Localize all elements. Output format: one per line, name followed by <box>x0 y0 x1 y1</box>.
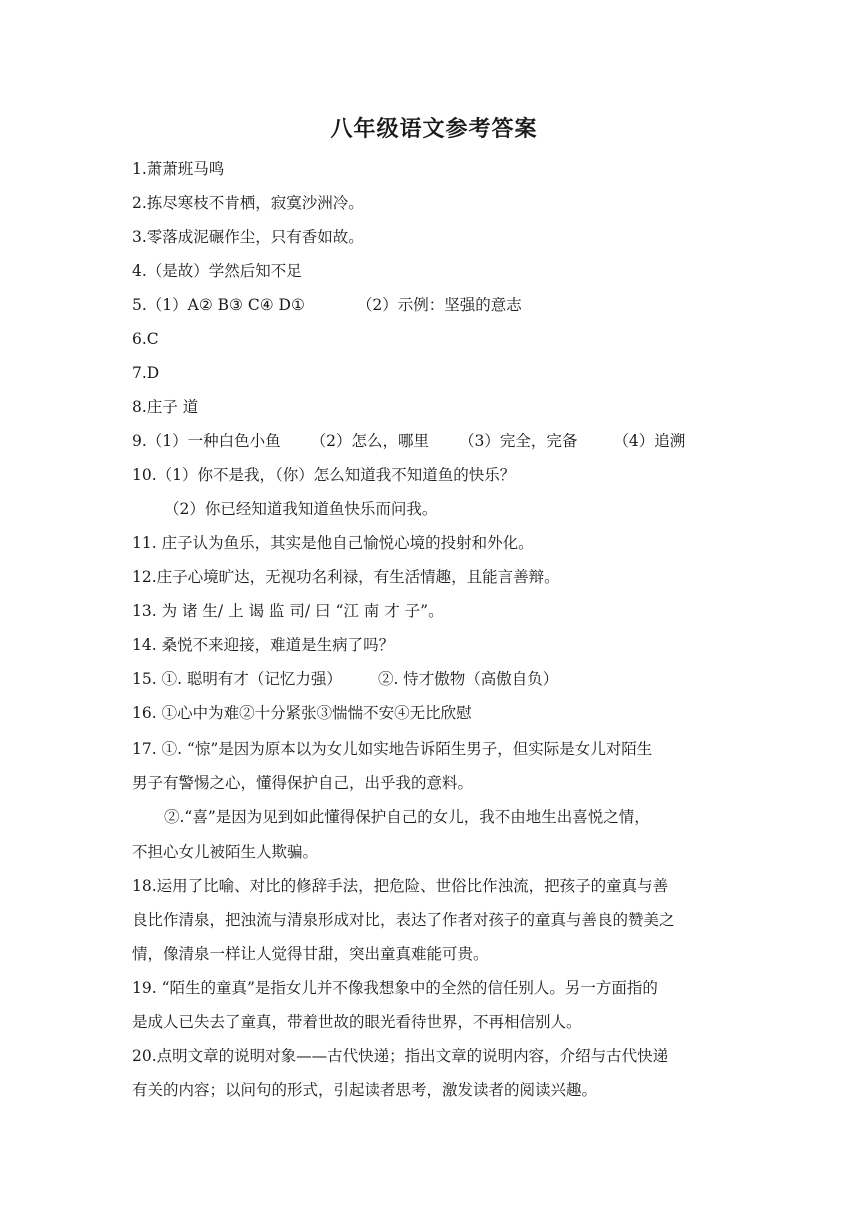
answer-10-line-2: （2）你已经知道我知道鱼快乐而问我。 <box>164 500 438 518</box>
answer-18-line-1: 18.运用了比喻、对比的修辞手法，把危险、世俗比作浊流，把孩子的童真与善 <box>132 877 669 895</box>
answer-15-part-1: 15. ①. 聪明有才（记忆力强） <box>132 670 342 688</box>
answer-8: 8.庄子 道 <box>132 398 199 416</box>
answer-2: 2.拣尽寒枝不肯栖，寂寞沙洲冷。 <box>132 194 364 212</box>
answer-19-line-1: 19. “陌生的童真”是指女儿并不像我想象中的全然的信任别人。另一方面指的 <box>132 979 658 997</box>
answer-7: 7.D <box>132 364 160 382</box>
answer-9-part-1: 9.（1）一种白色小鱼 <box>132 432 281 450</box>
answer-9-part-2: （2）怎么，哪里 <box>310 432 430 450</box>
answer-15 <box>132 667 558 691</box>
answer-6: 6.C <box>132 330 159 348</box>
answer-1: 1.萧萧班马鸣 <box>132 160 225 178</box>
answer-9-part-3: （3）完全，完备 <box>459 432 578 450</box>
answer-5-part-2: （2）示例：坚强的意志 <box>356 296 522 314</box>
answer-20-line-1: 20.点明文章的说明对象——古代快递；指出文章的说明内容，介绍与古代快递 <box>132 1047 669 1065</box>
answer-20-line-2: 有关的内容；以问句的形式，引起读者思考，激发读者的阅读兴趣。 <box>132 1081 598 1099</box>
answer-17-line-1: 17. ①. “惊”是因为原本以为女儿如实地告诉陌生男子，但实际是女儿对陌生 <box>132 740 653 758</box>
answer-19-line-2: 是成人已失去了童真，带着世故的眼光看待世界，不再相信别人。 <box>132 1013 582 1031</box>
answer-12: 12.庄子心境旷达，无视功名利禄，有生活情趣，且能言善辩。 <box>132 568 560 586</box>
answer-17-line-2: 男子有警惕之心，懂得保护自己，出乎我的意料。 <box>132 774 474 792</box>
answer-11: 11. 庄子认为鱼乐，其实是他自己愉悦心境的投射和外化。 <box>132 534 534 552</box>
answer-9 <box>132 429 685 453</box>
answer-15-part-2: ②. 恃才傲物（高傲自负） <box>377 670 559 688</box>
answer-17-line-3: ②.“喜”是因为见到如此懂得保护自己的女儿，我不由地生出喜悦之情， <box>164 808 650 826</box>
answer-3: 3.零落成泥碾作尘，只有香如故。 <box>132 228 364 246</box>
answer-17-line-4: 不担心女儿被陌生人欺骗。 <box>132 843 319 861</box>
answer-16: 16. ①心中为难②十分紧张③惴惴不安④无比欣慰 <box>132 704 472 722</box>
answer-18-line-2: 良比作清泉，把浊流与清泉形成对比，表达了作者对孩子的童真与善良的赞美之 <box>132 911 675 929</box>
answer-5 <box>132 293 522 317</box>
answer-13: 13. 为 诸 生/ 上 谒 监 司/ 曰 “江 南 才 子”。 <box>132 602 444 620</box>
answer-18-line-3: 情，像清泉一样让人觉得甘甜，突出童真难能可贵。 <box>132 945 489 963</box>
answer-14: 14. 桑悦不来迎接，难道是生病了吗？ <box>132 636 395 654</box>
answer-5-part-1: 5.（1）A② B③ C④ D① <box>132 296 305 314</box>
answer-4: 4.（是故）学然后知不足 <box>132 262 302 280</box>
page-title: 八年级语文参考答案 <box>330 116 538 142</box>
answer-9-part-4: （4）追溯 <box>613 432 686 450</box>
answer-10-line-1: 10.（1）你不是我，（你）怎么知道我不知道鱼的快乐？ <box>132 466 516 484</box>
